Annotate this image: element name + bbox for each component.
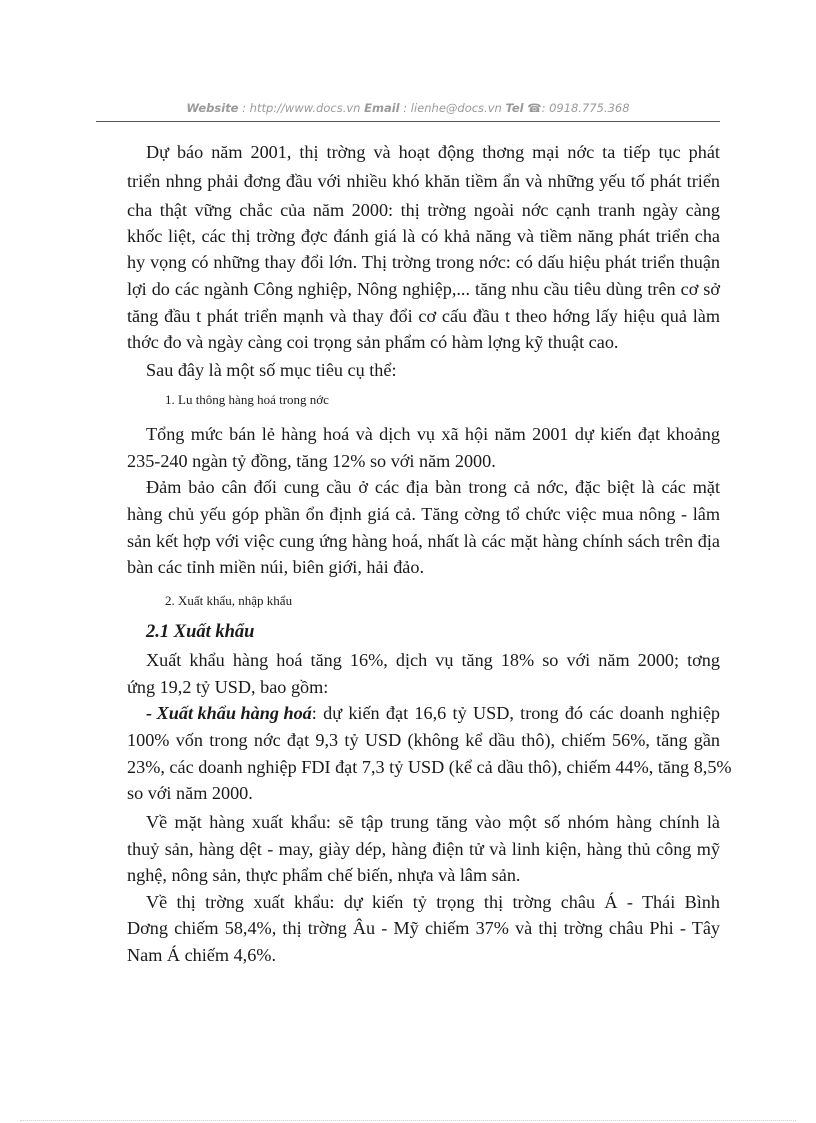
p1-line-7: tăng đầu t phát triển mạnh và thay đổi cơ cấu đầu t theo hớng lấy hiệu quả làm (127, 306, 720, 326)
p4-line-2: hàng chủ yếu góp phần ổn định giá cả. Tăng cờng tổ chức việc mua nông - lâm (127, 504, 720, 524)
p8-line-1: Về thị trờng xuất khẩu: dự kiến tỷ trọng thị trờng châu Á - Thái Bình (146, 892, 720, 912)
tel-value: : 0918.775.368 (541, 101, 630, 115)
page-bottom-rule (20, 1120, 796, 1121)
p4-line-4: bàn các tỉnh miền núi, biên giới, hải đảo. (127, 557, 425, 577)
p8-line-3: Nam Á chiếm 4,6%. (127, 945, 276, 965)
p1-line-3: cha thật vững chắc của năm 2000: thị trờng ngoài nớc cạnh tranh ngày càng (127, 200, 720, 220)
p3-line-2: 235-240 ngàn tỷ đồng, tăng 12% so với năm 2000. (127, 451, 496, 471)
p6-line-1 (146, 703, 720, 724)
email-value[interactable]: : lienhe@docs.vn (403, 101, 502, 115)
p1-line-5: hy vọng có những thay đổi lớn. Thị trờng trong nớc: có dấu hiệu phát triển thuận (127, 252, 720, 272)
p6-bold-label: - Xuất khẩu hàng hoá (146, 703, 312, 723)
phone-icon: ☎ (527, 101, 542, 115)
p1-line-1: Dự báo năm 2001, thị trờng và hoạt động thơng mại nớc ta tiếp tục phát (146, 142, 720, 162)
heading-1: 1. Lu thông hàng hoá trong nớc (165, 392, 329, 407)
heading-2: 2. Xuất khẩu, nhập khẩu (165, 593, 293, 608)
tel-label: Tel (505, 101, 524, 115)
website-label: Website (186, 101, 239, 115)
p1-line-8: thớc đo và ngày càng coi trọng sản phẩm có hàm lợng kỹ thuật cao. (127, 332, 619, 352)
p5-line-1: Xuất khẩu hàng hoá tăng 16%, dịch vụ tăng 18% so với năm 2000; tơng (146, 650, 720, 670)
heading-2-1: 2.1 Xuất khẩu (146, 622, 255, 642)
header-rule (96, 121, 720, 122)
p7-line-2: thuỷ sản, hàng dệt - may, giày dép, hàng điện tử và linh kiện, hàng thủ công mỹ (127, 839, 720, 859)
p7-line-3: nghệ, nông sản, thực phẩm chế biến, nhựa và lâm sản. (127, 865, 521, 885)
p1-line-4: khốc liệt, các thị trờng đợc đánh giá là có khả năng và tiềm năng phát triển cha (127, 226, 720, 246)
p1-line-6: lợi do các ngành Công nghiệp, Nông nghiệp,... tăng nhu cầu tiêu dùng trên cơ sở (127, 279, 720, 299)
website-value[interactable]: : http://www.docs.vn (242, 101, 361, 115)
p4-line-1: Đảm bảo cân đối cung cầu ở các địa bàn trong cả nớc, đặc biệt là các mặt (146, 477, 720, 497)
page-header (96, 101, 720, 115)
p6-line-4: so với năm 2000. (127, 783, 253, 803)
p5-line-2: ứng 19,2 tỷ USD, bao gồm: (127, 677, 329, 697)
p3-line-1: Tổng mức bán lẻ hàng hoá và dịch vụ xã hội năm 2001 dự kiến đạt khoảng (146, 424, 720, 444)
p6-line-2: 100% vốn trong nớc đạt 9,3 tỷ USD (không kể dầu thô), chiếm 56%, tăng gần (127, 730, 720, 750)
email-label: Email (364, 101, 400, 115)
p6-line-3: 23%, các doanh nghiệp FDI đạt 7,3 tỷ USD (kể cả dầu thô), chiếm 44%, tăng 8,5% (127, 757, 732, 777)
p1-line-2: triển nhng phải đơng đầu với nhiều khó khăn tiềm ẩn và những yếu tố phát triển (127, 171, 720, 191)
p7-line-1: Về mặt hàng xuất khẩu: sẽ tập trung tăng vào một số nhóm hàng chính là (146, 812, 720, 832)
p8-line-2: Dơng chiếm 58,4%, thị trờng Âu - Mỹ chiếm 37% và thị trờng châu Phi - Tây (127, 918, 720, 938)
p4-line-3: sản kết hợp với việc cung ứng hàng hoá, nhất là các mặt hàng chính sách trên địa (127, 531, 720, 551)
p2-line: Sau đây là một số mục tiêu cụ thể: (146, 360, 397, 380)
p6-first-rest: : dự kiến đạt 16,6 tỷ USD, trong đó các doanh nghiệp (311, 703, 720, 723)
